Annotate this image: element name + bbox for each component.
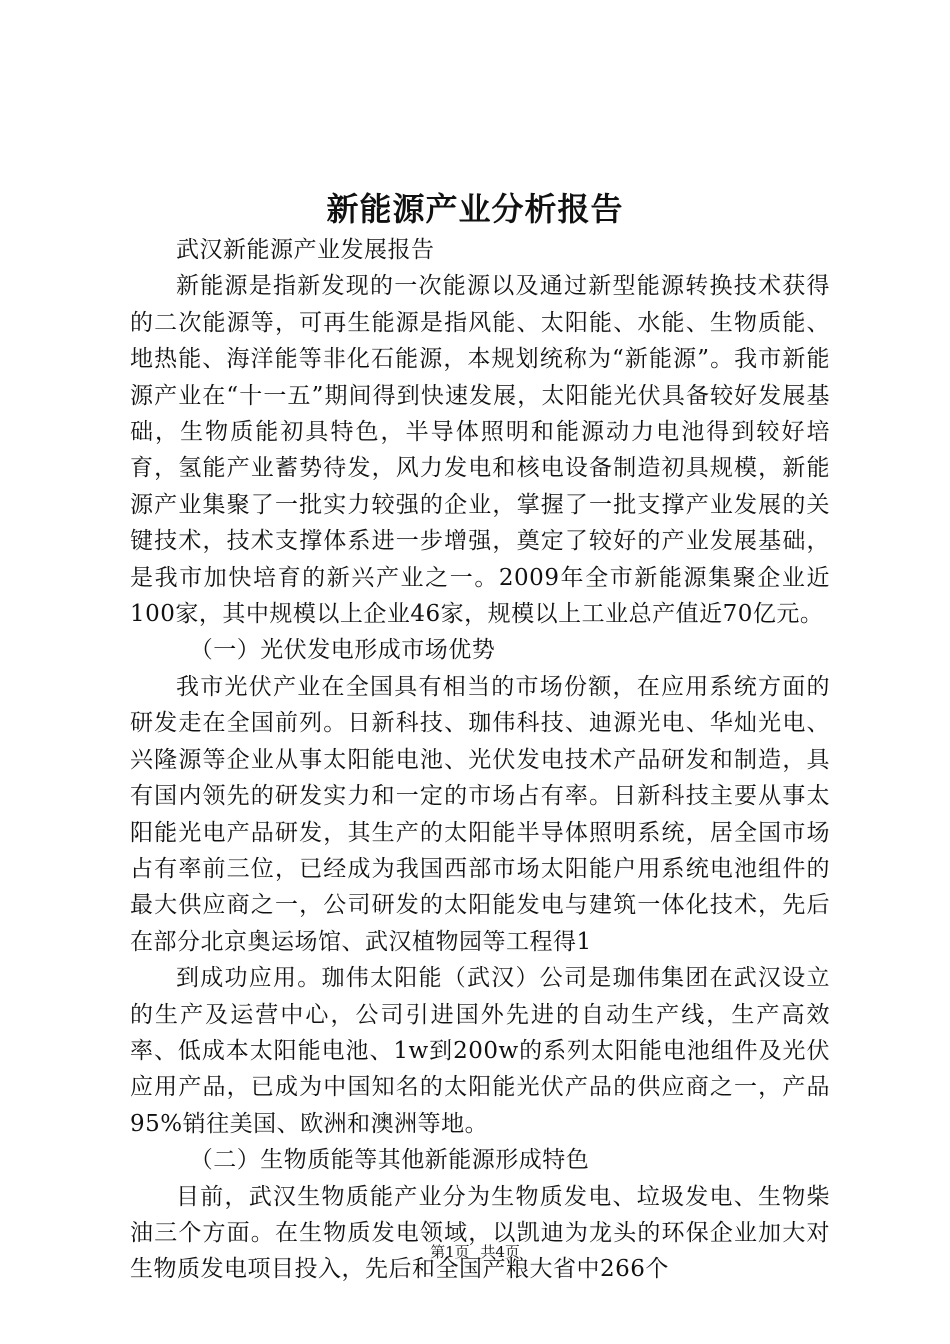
page-total: 共4页 (480, 1243, 520, 1261)
intro-paragraph: 新能源是指新发现的一次能源以及通过新型能源转换技术获得的二次能源等，可再生能源是指风能、太阳能、水能、生物质能、地热能、海洋能等非化石能源，本规划统称为“新能源”。我市新能源产业在“十一五”期间得到快速发展，太阳能光伏具备较好发展基础，生物质能初具特色，半导体照明和能源动力电池得到较好培育，氢能产业蓄势待发，风力发电和核电设备制造初具规模，新能源产业集聚了一批实力较强的企业，掌握了一批支撑产业发展的关键技术，技术支撑体系进一步增强，奠定了较好的产业发展基础，是我市加快培育的新兴产业之一。2009年全市新能源集聚企业近100家，其中规模以上企业46家，规模以上工业总产值近70亿元。 (130, 273, 830, 628)
section-heading-photovoltaic: （一）光伏发电形成市场优势 (189, 637, 496, 664)
subtitle-paragraph: 武汉新能源产业发展报告 (176, 237, 435, 263)
jiawei-paragraph: 到成功应用。珈伟太阳能（武汉）公司是珈伟集团在武汉设立的生产及运营中心，公司引进国外先进的自动生产线，生产高效率、低成本太阳能电池、1w到200w的系列太阳能电池组件及光伏应用产品，已成为中国知名的太阳能光伏产品的供应商之一，产品95%销往美国、欧洲和澳洲等地。 (130, 965, 830, 1137)
page-number: 第1页 (430, 1243, 470, 1261)
page-footer (0, 1242, 950, 1262)
biomass-paragraph: 目前，武汉生物质能产业分为生物质发电、垃圾发电、生物柴油三个方面。在生物质发电领域，以凯迪为龙头的环保企业加大对生物质发电项目投入，先后和全国产粮大省中266个 (130, 1183, 830, 1283)
document-title: 新能源产业分析报告 (326, 190, 624, 228)
photovoltaic-paragraph: 我市光伏产业在全国具有相当的市场份额，在应用系统方面的研发走在全国前列。日新科技、珈伟科技、迪源光电、华灿光电、兴隆源等企业从事太阳能电池、光伏发电技术产品研发和制造，具有国内领先的研发实力和一定的市场占有率。日新科技主要从事太阳能光电产品研发，其生产的太阳能半导体照明系统，居全国市场占有率前三位，已经成为我国西部市场太阳能户用系统电池组件的最大供应商之一，公司研发的太阳能发电与建筑一体化技术，先后在部分北京奥运场馆、武汉植物园等工程得1 (130, 673, 830, 955)
document-body (130, 232, 830, 1288)
section-heading-biomass: （二）生物质能等其他新能源形成特色 (189, 1147, 590, 1174)
